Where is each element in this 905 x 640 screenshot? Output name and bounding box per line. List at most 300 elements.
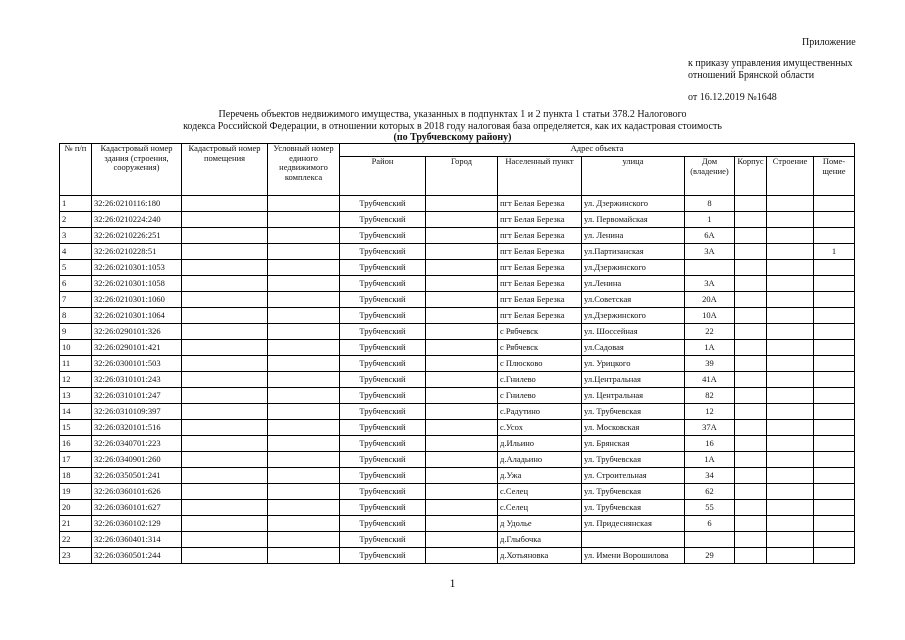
- room-cadastral-cell: [182, 548, 268, 564]
- city-cell: [426, 388, 498, 404]
- city-cell: [426, 196, 498, 212]
- district-cell: Трубчевский: [340, 324, 426, 340]
- block-cell: [735, 548, 767, 564]
- conditional-number-cell: [268, 308, 340, 324]
- locality-cell: пгт Белая Березка: [498, 228, 582, 244]
- block-cell: [735, 484, 767, 500]
- district-cell: Трубчевский: [340, 436, 426, 452]
- block-cell: [735, 196, 767, 212]
- city-cell: [426, 292, 498, 308]
- room-cadastral-cell: [182, 484, 268, 500]
- conditional-number-cell: [268, 228, 340, 244]
- order-line-1: к приказу управления имущественных: [688, 58, 853, 69]
- block-cell: [735, 452, 767, 468]
- conditional-number-cell: [268, 372, 340, 388]
- table-row: [60, 436, 855, 452]
- room-cell: [814, 196, 855, 212]
- conditional-number-cell: [268, 324, 340, 340]
- row-num-cell: 13: [60, 388, 92, 404]
- street-cell: ул.Ленина: [582, 276, 685, 292]
- street-cell: [582, 532, 685, 548]
- building-cell: [767, 244, 814, 260]
- room-cadastral-cell: [182, 388, 268, 404]
- room-cadastral-cell: [182, 276, 268, 292]
- building-cell: [767, 388, 814, 404]
- cadastral-number-cell: 32:26:0210226:251: [92, 228, 182, 244]
- room-cell: [814, 436, 855, 452]
- building-cell: [767, 452, 814, 468]
- room-cell: [814, 292, 855, 308]
- street-cell: ул. Трубчевская: [582, 500, 685, 516]
- row-num-cell: 23: [60, 548, 92, 564]
- table-row: [60, 516, 855, 532]
- building-cell: [767, 276, 814, 292]
- room-cadastral-cell: [182, 516, 268, 532]
- row-num-cell: 9: [60, 324, 92, 340]
- room-cell: [814, 388, 855, 404]
- col-header-cad-room: Кадастровый номер помещения: [182, 144, 268, 196]
- block-cell: [735, 340, 767, 356]
- building-cell: [767, 356, 814, 372]
- col-header-cond-num: Условный номер единого недвижимого комплекса: [268, 144, 340, 196]
- conditional-number-cell: [268, 388, 340, 404]
- district-cell: Трубчевский: [340, 516, 426, 532]
- block-cell: [735, 516, 767, 532]
- conditional-number-cell: [268, 516, 340, 532]
- order-line-2: отношений Брянской области: [688, 70, 815, 81]
- building-cell: [767, 500, 814, 516]
- locality-cell: д.Ужа: [498, 468, 582, 484]
- street-cell: ул. Дзержинского: [582, 196, 685, 212]
- col-header-room: Поме-щение: [814, 157, 855, 196]
- city-cell: [426, 212, 498, 228]
- register-rows: [60, 196, 855, 564]
- locality-cell: пгт Белая Березка: [498, 196, 582, 212]
- annex-label: Приложение: [802, 37, 856, 48]
- block-cell: [735, 372, 767, 388]
- district-cell: Трубчевский: [340, 548, 426, 564]
- row-num-cell: 15: [60, 420, 92, 436]
- locality-cell: с Рябчевск: [498, 324, 582, 340]
- locality-cell: д.Ильино: [498, 436, 582, 452]
- cadastral-number-cell: 32:26:0210301:1053: [92, 260, 182, 276]
- district-cell: Трубчевский: [340, 340, 426, 356]
- row-num-cell: 22: [60, 532, 92, 548]
- city-cell: [426, 548, 498, 564]
- district-cell: Трубчевский: [340, 404, 426, 420]
- block-cell: [735, 420, 767, 436]
- row-num-cell: 11: [60, 356, 92, 372]
- room-cell: [814, 324, 855, 340]
- col-header-cad-building: Кадастровый номер здания (строения, сооружения): [92, 144, 182, 196]
- house-cell: 62: [685, 484, 735, 500]
- district-cell: Трубчевский: [340, 292, 426, 308]
- district-cell: Трубчевский: [340, 500, 426, 516]
- building-cell: [767, 196, 814, 212]
- locality-cell: пгт Белая Березка: [498, 292, 582, 308]
- block-cell: [735, 276, 767, 292]
- district-cell: Трубчевский: [340, 260, 426, 276]
- city-cell: [426, 324, 498, 340]
- building-cell: [767, 292, 814, 308]
- locality-cell: с Гнилево: [498, 388, 582, 404]
- cadastral-number-cell: 32:26:0210228:51: [92, 244, 182, 260]
- table-row: [60, 404, 855, 420]
- locality-cell: с.Селец: [498, 484, 582, 500]
- table-row: [60, 260, 855, 276]
- room-cadastral-cell: [182, 404, 268, 420]
- row-num-cell: 8: [60, 308, 92, 324]
- col-header-address: Адрес объекта: [340, 144, 855, 157]
- block-cell: [735, 468, 767, 484]
- house-cell: 20А: [685, 292, 735, 308]
- house-cell: 10А: [685, 308, 735, 324]
- cadastral-number-cell: 32:26:0210116:180: [92, 196, 182, 212]
- row-num-cell: 6: [60, 276, 92, 292]
- col-header-block: Корпус: [735, 157, 767, 196]
- table-row: [60, 500, 855, 516]
- house-cell: 29: [685, 548, 735, 564]
- table-row: [60, 420, 855, 436]
- property-register-table: [59, 143, 855, 564]
- street-cell: ул.Садовая: [582, 340, 685, 356]
- district-cell: Трубчевский: [340, 196, 426, 212]
- locality-cell: с Рябчевск: [498, 340, 582, 356]
- locality-cell: с.Гнилево: [498, 372, 582, 388]
- house-cell: 3А: [685, 244, 735, 260]
- locality-cell: пгт Белая Березка: [498, 260, 582, 276]
- cadastral-number-cell: 32:26:0340901:260: [92, 452, 182, 468]
- row-num-cell: 5: [60, 260, 92, 276]
- block-cell: [735, 436, 767, 452]
- row-num-cell: 16: [60, 436, 92, 452]
- locality-cell: с.Усох: [498, 420, 582, 436]
- room-cell: 1: [814, 244, 855, 260]
- room-cell: [814, 212, 855, 228]
- table-row: [60, 244, 855, 260]
- col-header-num: № п/п: [60, 144, 92, 196]
- row-num-cell: 1: [60, 196, 92, 212]
- street-cell: ул. Ленина: [582, 228, 685, 244]
- room-cadastral-cell: [182, 420, 268, 436]
- room-cell: [814, 500, 855, 516]
- street-cell: ул. Центральная: [582, 388, 685, 404]
- room-cadastral-cell: [182, 292, 268, 308]
- building-cell: [767, 548, 814, 564]
- house-cell: 3А: [685, 276, 735, 292]
- district-cell: Трубчевский: [340, 308, 426, 324]
- table-row: [60, 308, 855, 324]
- building-cell: [767, 436, 814, 452]
- cadastral-number-cell: 32:26:0310109:397: [92, 404, 182, 420]
- table-row: [60, 484, 855, 500]
- cadastral-number-cell: 32:26:0210224:240: [92, 212, 182, 228]
- cadastral-number-cell: 32:26:0310101:247: [92, 388, 182, 404]
- row-num-cell: 10: [60, 340, 92, 356]
- cadastral-number-cell: 32:26:0290101:421: [92, 340, 182, 356]
- room-cell: [814, 548, 855, 564]
- district-cell: Трубчевский: [340, 532, 426, 548]
- house-cell: [685, 532, 735, 548]
- locality-cell: с.Радутино: [498, 404, 582, 420]
- block-cell: [735, 260, 767, 276]
- room-cell: [814, 532, 855, 548]
- building-cell: [767, 372, 814, 388]
- district-cell: Трубчевский: [340, 452, 426, 468]
- block-cell: [735, 324, 767, 340]
- room-cadastral-cell: [182, 532, 268, 548]
- col-header-house: Дом (владение): [685, 157, 735, 196]
- house-cell: 1А: [685, 452, 735, 468]
- room-cell: [814, 228, 855, 244]
- cadastral-number-cell: 32:26:0320101:516: [92, 420, 182, 436]
- city-cell: [426, 356, 498, 372]
- col-header-street: улица: [582, 157, 685, 196]
- block-cell: [735, 500, 767, 516]
- building-cell: [767, 404, 814, 420]
- col-header-district: Район: [340, 157, 426, 196]
- room-cell: [814, 404, 855, 420]
- house-cell: 22: [685, 324, 735, 340]
- room-cell: [814, 308, 855, 324]
- room-cadastral-cell: [182, 452, 268, 468]
- room-cadastral-cell: [182, 372, 268, 388]
- room-cadastral-cell: [182, 308, 268, 324]
- conditional-number-cell: [268, 276, 340, 292]
- city-cell: [426, 452, 498, 468]
- house-cell: 8: [685, 196, 735, 212]
- cadastral-number-cell: 32:26:0310101:243: [92, 372, 182, 388]
- house-cell: 16: [685, 436, 735, 452]
- city-cell: [426, 244, 498, 260]
- city-cell: [426, 484, 498, 500]
- street-cell: ул.Центральная: [582, 372, 685, 388]
- cadastral-number-cell: 32:26:0360501:244: [92, 548, 182, 564]
- row-num-cell: 17: [60, 452, 92, 468]
- cadastral-number-cell: 32:26:0350501:241: [92, 468, 182, 484]
- cadastral-number-cell: 32:26:0360102:129: [92, 516, 182, 532]
- table-row: [60, 468, 855, 484]
- street-cell: ул.Советская: [582, 292, 685, 308]
- row-num-cell: 12: [60, 372, 92, 388]
- conditional-number-cell: [268, 468, 340, 484]
- building-cell: [767, 420, 814, 436]
- table-row: [60, 196, 855, 212]
- room-cell: [814, 340, 855, 356]
- locality-cell: с Плюсково: [498, 356, 582, 372]
- house-cell: [685, 260, 735, 276]
- room-cell: [814, 420, 855, 436]
- building-cell: [767, 468, 814, 484]
- city-cell: [426, 532, 498, 548]
- conditional-number-cell: [268, 356, 340, 372]
- table-row: [60, 276, 855, 292]
- block-cell: [735, 228, 767, 244]
- locality-cell: пгт Белая Березка: [498, 212, 582, 228]
- cadastral-number-cell: 32:26:0360101:626: [92, 484, 182, 500]
- conditional-number-cell: [268, 340, 340, 356]
- house-cell: 37А: [685, 420, 735, 436]
- street-cell: ул. Придеснянская: [582, 516, 685, 532]
- building-cell: [767, 308, 814, 324]
- district-cell: Трубчевский: [340, 356, 426, 372]
- conditional-number-cell: [268, 404, 340, 420]
- room-cadastral-cell: [182, 356, 268, 372]
- street-cell: ул.Дзержинского: [582, 260, 685, 276]
- block-cell: [735, 356, 767, 372]
- table-row: [60, 356, 855, 372]
- row-num-cell: 7: [60, 292, 92, 308]
- cadastral-number-cell: 32:26:0210301:1064: [92, 308, 182, 324]
- block-cell: [735, 532, 767, 548]
- room-cadastral-cell: [182, 260, 268, 276]
- building-cell: [767, 516, 814, 532]
- house-cell: 41А: [685, 372, 735, 388]
- cadastral-number-cell: 32:26:0290101:326: [92, 324, 182, 340]
- conditional-number-cell: [268, 548, 340, 564]
- city-cell: [426, 276, 498, 292]
- document-title-district: (по Трубчевскому району): [393, 132, 512, 143]
- conditional-number-cell: [268, 244, 340, 260]
- order-date-line: от 16.12.2019 №1648: [688, 92, 777, 103]
- room-cadastral-cell: [182, 436, 268, 452]
- locality-cell: д Удолье: [498, 516, 582, 532]
- city-cell: [426, 340, 498, 356]
- district-cell: Трубчевский: [340, 420, 426, 436]
- room-cell: [814, 484, 855, 500]
- room-cell: [814, 276, 855, 292]
- street-cell: ул. Строительная: [582, 468, 685, 484]
- conditional-number-cell: [268, 484, 340, 500]
- conditional-number-cell: [268, 260, 340, 276]
- conditional-number-cell: [268, 532, 340, 548]
- block-cell: [735, 308, 767, 324]
- table-row: [60, 324, 855, 340]
- house-cell: 39: [685, 356, 735, 372]
- row-num-cell: 2: [60, 212, 92, 228]
- building-cell: [767, 228, 814, 244]
- room-cadastral-cell: [182, 228, 268, 244]
- house-cell: 12: [685, 404, 735, 420]
- room-cell: [814, 372, 855, 388]
- room-cadastral-cell: [182, 196, 268, 212]
- conditional-number-cell: [268, 196, 340, 212]
- street-cell: ул. Московская: [582, 420, 685, 436]
- locality-cell: д.Глыбочка: [498, 532, 582, 548]
- locality-cell: пгт Белая Березка: [498, 276, 582, 292]
- district-cell: Трубчевский: [340, 276, 426, 292]
- building-cell: [767, 340, 814, 356]
- block-cell: [735, 292, 767, 308]
- room-cadastral-cell: [182, 500, 268, 516]
- table-row: [60, 228, 855, 244]
- cadastral-number-cell: 32:26:0210301:1060: [92, 292, 182, 308]
- room-cell: [814, 516, 855, 532]
- district-cell: Трубчевский: [340, 244, 426, 260]
- house-cell: 6А: [685, 228, 735, 244]
- room-cell: [814, 356, 855, 372]
- street-cell: ул. Трубчевская: [582, 484, 685, 500]
- locality-cell: д.Хотьяновка: [498, 548, 582, 564]
- conditional-number-cell: [268, 292, 340, 308]
- city-cell: [426, 436, 498, 452]
- house-cell: 1А: [685, 340, 735, 356]
- house-cell: 82: [685, 388, 735, 404]
- building-cell: [767, 260, 814, 276]
- table-row: [60, 372, 855, 388]
- block-cell: [735, 212, 767, 228]
- district-cell: Трубчевский: [340, 372, 426, 388]
- street-cell: ул. Урицкого: [582, 356, 685, 372]
- street-cell: ул.Партизанская: [582, 244, 685, 260]
- table-row: [60, 388, 855, 404]
- room-cadastral-cell: [182, 324, 268, 340]
- city-cell: [426, 308, 498, 324]
- city-cell: [426, 228, 498, 244]
- district-cell: Трубчевский: [340, 212, 426, 228]
- table-row: [60, 548, 855, 564]
- row-num-cell: 21: [60, 516, 92, 532]
- city-cell: [426, 516, 498, 532]
- cadastral-number-cell: 32:26:0360101:627: [92, 500, 182, 516]
- city-cell: [426, 468, 498, 484]
- cadastral-number-cell: 32:26:0210301:1058: [92, 276, 182, 292]
- row-num-cell: 3: [60, 228, 92, 244]
- conditional-number-cell: [268, 500, 340, 516]
- building-cell: [767, 212, 814, 228]
- city-cell: [426, 260, 498, 276]
- room-cadastral-cell: [182, 212, 268, 228]
- house-cell: 34: [685, 468, 735, 484]
- room-cadastral-cell: [182, 340, 268, 356]
- city-cell: [426, 500, 498, 516]
- row-num-cell: 18: [60, 468, 92, 484]
- house-cell: 6: [685, 516, 735, 532]
- building-cell: [767, 484, 814, 500]
- row-num-cell: 19: [60, 484, 92, 500]
- street-cell: ул. Имени Ворошилова: [582, 548, 685, 564]
- cadastral-number-cell: 32:26:0300101:503: [92, 356, 182, 372]
- page-number: 1: [449, 576, 456, 590]
- row-num-cell: 4: [60, 244, 92, 260]
- room-cell: [814, 468, 855, 484]
- district-cell: Трубчевский: [340, 228, 426, 244]
- district-cell: Трубчевский: [340, 484, 426, 500]
- street-cell: ул. Трубчевская: [582, 404, 685, 420]
- cadastral-number-cell: 32:26:0340701:223: [92, 436, 182, 452]
- document-title-line-1: Перечень объектов недвижимого имущества, указанных в подпунктах 1 и 2 пункта 1 статьи 378.2 Налогового: [218, 109, 687, 120]
- table-row: [60, 532, 855, 548]
- locality-cell: д.Аладьино: [498, 452, 582, 468]
- table-row: [60, 212, 855, 228]
- district-cell: Трубчевский: [340, 468, 426, 484]
- row-num-cell: 20: [60, 500, 92, 516]
- conditional-number-cell: [268, 212, 340, 228]
- cadastral-number-cell: 32:26:0360401:314: [92, 532, 182, 548]
- table-row: [60, 340, 855, 356]
- room-cell: [814, 260, 855, 276]
- house-cell: 1: [685, 212, 735, 228]
- street-cell: ул. Шоссейная: [582, 324, 685, 340]
- document-title-line-2: кодекса Российской Федерации, в отношении которых в 2018 году налоговая база определяется, как их кадастровая стоимость: [183, 120, 722, 132]
- building-cell: [767, 532, 814, 548]
- block-cell: [735, 388, 767, 404]
- street-cell: ул. Трубчевская: [582, 452, 685, 468]
- conditional-number-cell: [268, 452, 340, 468]
- conditional-number-cell: [268, 436, 340, 452]
- city-cell: [426, 420, 498, 436]
- table-row: [60, 452, 855, 468]
